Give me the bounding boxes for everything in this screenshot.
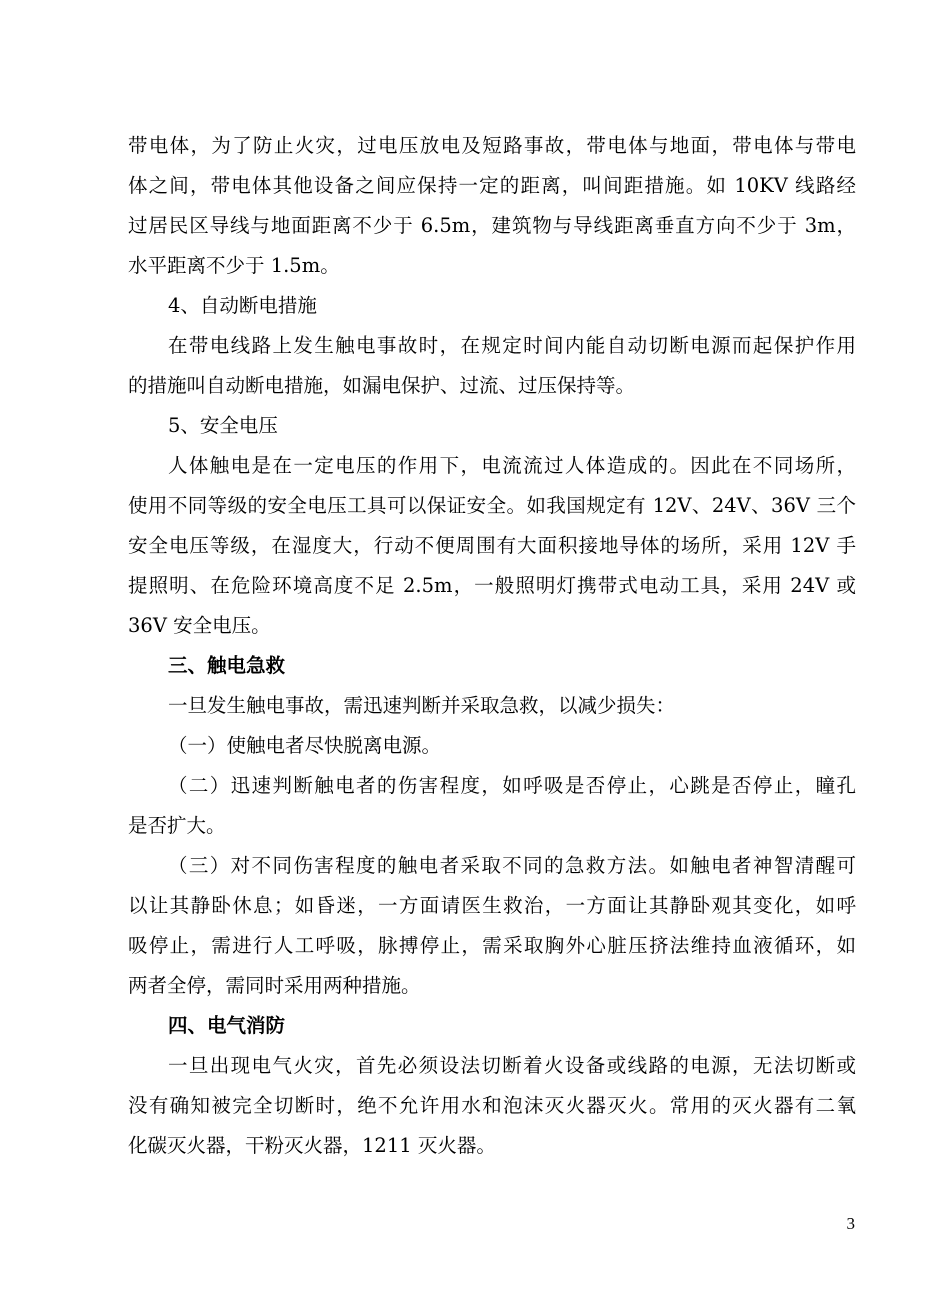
paragraph-line: 没有确知被完全切断时，绝不允许用水和泡沫灭火器灭火。常用的灭火器有二氧 [128, 1094, 856, 1117]
paragraph-line: 人体触电是在一定电压的作用下，电流流过人体造成的。因此在不同场所， [168, 454, 856, 477]
paragraph-line: 是否扩大。 [128, 814, 226, 837]
paragraph-line: 安全电压等级，在湿度大，行动不便周围有大面积接地导体的场所，采用 12V 手 [128, 534, 856, 557]
paragraph-line: 在带电线路上发生触电事故时，在规定时间内能自动切断电源而起保护作用 [168, 334, 856, 357]
paragraph-line: 的措施叫自动断电措施，如漏电保护、过流、过压保持等。 [128, 374, 636, 397]
paragraph-line: 过居民区导线与地面距离不少于 6.5m，建筑物与导线距离垂直方向不少于 3m， [128, 214, 856, 237]
paragraph-line: 提照明、在危险环境高度不足 2.5m，一般照明灯携带式电动工具，采用 24V 或 [128, 574, 856, 597]
paragraph-line: （三）对不同伤害程度的触电者采取不同的急救方法。如触电者神智清醒可 [168, 854, 856, 877]
paragraph-line: 体之间，带电体其他设备之间应保持一定的距离，叫间距措施。如 10KV 线路经 [128, 174, 856, 197]
paragraph-line: （二）迅速判断触电者的伤害程度，如呼吸是否停止，心跳是否停止，瞳孔 [168, 774, 856, 797]
paragraph-line: 一旦出现电气火灾，首先必须设法切断着火设备或线路的电源，无法切断或 [168, 1054, 856, 1077]
paragraph-line: 36V 安全电压。 [128, 614, 271, 637]
section-heading: 4、自动断电措施 [168, 294, 317, 317]
paragraph-line: （一）使触电者尽快脱离电源。 [168, 734, 442, 757]
paragraph-line: 一旦发生触电事故，需迅速判断并采取急救，以减少损失： [168, 694, 676, 717]
paragraph-line: 两者全停，需同时采用两种措施。 [128, 974, 421, 997]
section-heading: 5、安全电压 [168, 414, 278, 437]
section-heading: 三、触电急救 [168, 654, 286, 677]
paragraph-line: 吸停止，需进行人工呼吸，脉搏停止，需采取胸外心脏压挤法维持血液循环，如 [128, 934, 856, 957]
paragraph-line: 以让其静卧休息；如昏迷，一方面请医生救治，一方面让其静卧观其变化，如呼 [128, 894, 856, 917]
paragraph-line: 带电体，为了防止火灾，过电压放电及短路事故，带电体与地面，带电体与带电 [128, 134, 856, 157]
section-heading: 四、电气消防 [168, 1014, 286, 1037]
paragraph-line: 化碳灭火器，干粉灭火器，1211 灭火器。 [128, 1134, 496, 1157]
paragraph-line: 水平距离不少于 1.5m。 [128, 254, 340, 277]
page-number: 3 [846, 1214, 855, 1233]
paragraph-line: 使用不同等级的安全电压工具可以保证安全。如我国规定有 12V、24V、36V 三个 [128, 494, 856, 517]
